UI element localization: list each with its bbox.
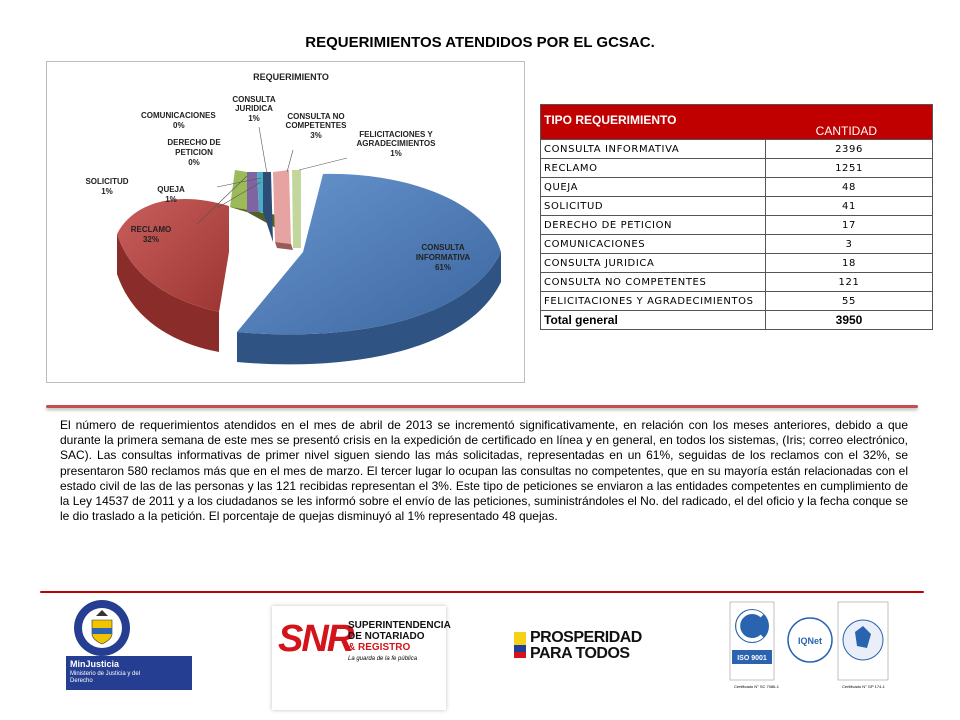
label-informativa: CONSULTA INFORMATIVA 61% bbox=[415, 243, 471, 272]
label-comunicaciones: COMUNICACIONES 0% bbox=[141, 111, 216, 130]
row-cantidad: 48 bbox=[766, 178, 933, 197]
table-total-row bbox=[541, 311, 933, 330]
label-no-competentes: CONSULTA NO COMPETENTES 3% bbox=[285, 112, 347, 140]
cert-caption-2: Certificado N° GP 174-1 bbox=[842, 684, 885, 689]
row-cantidad: 41 bbox=[766, 197, 933, 216]
snr-big-text: SNR bbox=[278, 618, 353, 660]
snr-line3: & REGISTRO bbox=[348, 642, 411, 653]
row-cantidad: 55 bbox=[766, 292, 933, 311]
label-queja: QUEJA 1% bbox=[157, 185, 185, 204]
row-cantidad: 18 bbox=[766, 254, 933, 273]
slice-queja bbox=[230, 170, 247, 212]
label-reclamo: RECLAMO 32% bbox=[130, 225, 172, 244]
row-tipo: SOLICITUD bbox=[541, 197, 766, 216]
table-row bbox=[541, 216, 933, 235]
divider-top bbox=[46, 405, 918, 408]
snr-tagline: La guarda de la fe pública bbox=[348, 656, 418, 662]
table-row bbox=[541, 273, 933, 292]
table-row bbox=[541, 292, 933, 311]
minjusticia-bar bbox=[66, 656, 192, 690]
row-tipo: DERECHO DE PETICION bbox=[541, 216, 766, 235]
slice-felicitaciones bbox=[292, 170, 301, 248]
certification-logos bbox=[724, 600, 894, 692]
table-row bbox=[541, 197, 933, 216]
slice-juridica bbox=[263, 172, 273, 242]
row-cantidad: 121 bbox=[766, 273, 933, 292]
total-label: Total general bbox=[541, 311, 766, 330]
table-header bbox=[541, 105, 933, 140]
page-title: REQUERIMIENTOS ATENDIDOS POR EL GCSAC. bbox=[305, 34, 655, 51]
divider-footer bbox=[40, 591, 924, 593]
row-tipo: CONSULTA JURIDICA bbox=[541, 254, 766, 273]
label-solicitud: SOLICITUD 1% bbox=[85, 177, 129, 196]
row-cantidad: 1251 bbox=[766, 159, 933, 178]
chart-title: REQUERIMIENTO bbox=[253, 72, 329, 82]
snr-logo bbox=[272, 606, 451, 710]
slice-solicitud bbox=[247, 172, 259, 212]
row-cantidad: 2396 bbox=[766, 140, 933, 159]
table-row bbox=[541, 178, 933, 197]
label-juridica: CONSULTA JURIDICA 1% bbox=[232, 95, 276, 123]
row-tipo: COMUNICACIONES bbox=[541, 235, 766, 254]
table-row bbox=[541, 235, 933, 254]
pie-chart bbox=[46, 61, 525, 383]
body-paragraph: El número de requerimientos atendidos en el mes de abril de 2013 se incrementó significativamente, en relación con los meses anteriores, debido a que durante la primera semana de este mes se presentó crisis en la expedición de certificado en línea y en general, en todos los sistemas, (Iris; correo electrónico, SAC). Las consultas informativas de primer nivel siguen siendo las más solicitadas, representadas en un 61%, seguidas de los reclamos con el 32%, se presentaron 580 reclamos más que en el mes de marzo. El tercer lugar lo ocupan las consultas no competentes, que en su mayoría están relacionadas con el estado civil de las de las personas y las 121 recibidas representan el 3%. Este tipo de peticiones se enviaron a las entidades competentes en cumplimiento de la Ley 14537 de 2011 y a los ciudadanos se les informó sobre el envío de las peticiones, suministrándoles el No. del radicado, el del oficio y la fecha conque se le dio traslado a la petición. El porcentaje de quejas disminuyó al 1% representado 48 quejas. bbox=[60, 418, 908, 524]
row-tipo: CONSULTA NO COMPETENTES bbox=[541, 273, 766, 292]
header-tipo: TIPO REQUERIMIENTO bbox=[544, 113, 677, 127]
minjusticia-name: MinJusticia bbox=[70, 659, 120, 669]
cert-caption-1: Certificado N° SC 7086-1 bbox=[734, 684, 779, 689]
table-row bbox=[541, 254, 933, 273]
slice-no-competentes bbox=[273, 170, 291, 244]
prosperidad-line2: PARA TODOS bbox=[530, 645, 630, 662]
colombia-seal-icon bbox=[66, 598, 192, 656]
row-cantidad: 17 bbox=[766, 216, 933, 235]
colombia-flag-icon bbox=[514, 632, 526, 658]
prosperidad-logo bbox=[514, 628, 644, 664]
table-row bbox=[541, 140, 933, 159]
row-tipo: RECLAMO bbox=[541, 159, 766, 178]
snr-line1: SUPERINTENDENCIA bbox=[348, 620, 451, 631]
minjusticia-logo bbox=[66, 598, 192, 690]
row-cantidad: 3 bbox=[766, 235, 933, 254]
iso-text: ISO 9001 bbox=[737, 655, 767, 662]
snr-line2: DE NOTARIADO bbox=[348, 631, 425, 642]
minjusticia-sub: Ministerio de Justicia y del Derecho bbox=[70, 671, 141, 684]
header-cantidad: CANTIDAD bbox=[815, 124, 877, 138]
iqnet-text: IQNet bbox=[797, 636, 823, 646]
row-tipo: QUEJA bbox=[541, 178, 766, 197]
requirements-table bbox=[540, 104, 933, 330]
prosperidad-line1: PROSPERIDAD bbox=[530, 629, 642, 646]
table-row bbox=[541, 159, 933, 178]
row-tipo: FELICITACIONES Y AGRADECIMIENTOS bbox=[541, 292, 766, 311]
label-derecho: DERECHO DE PETICION 0% bbox=[167, 138, 221, 167]
row-tipo: CONSULTA INFORMATIVA bbox=[541, 140, 766, 159]
total-value: 3950 bbox=[766, 311, 933, 330]
certification-icons bbox=[724, 600, 894, 684]
label-felicitaciones: FELICITACIONES Y AGRADECIMIENTOS 1% bbox=[356, 130, 436, 158]
pie-chart-svg bbox=[47, 62, 524, 382]
